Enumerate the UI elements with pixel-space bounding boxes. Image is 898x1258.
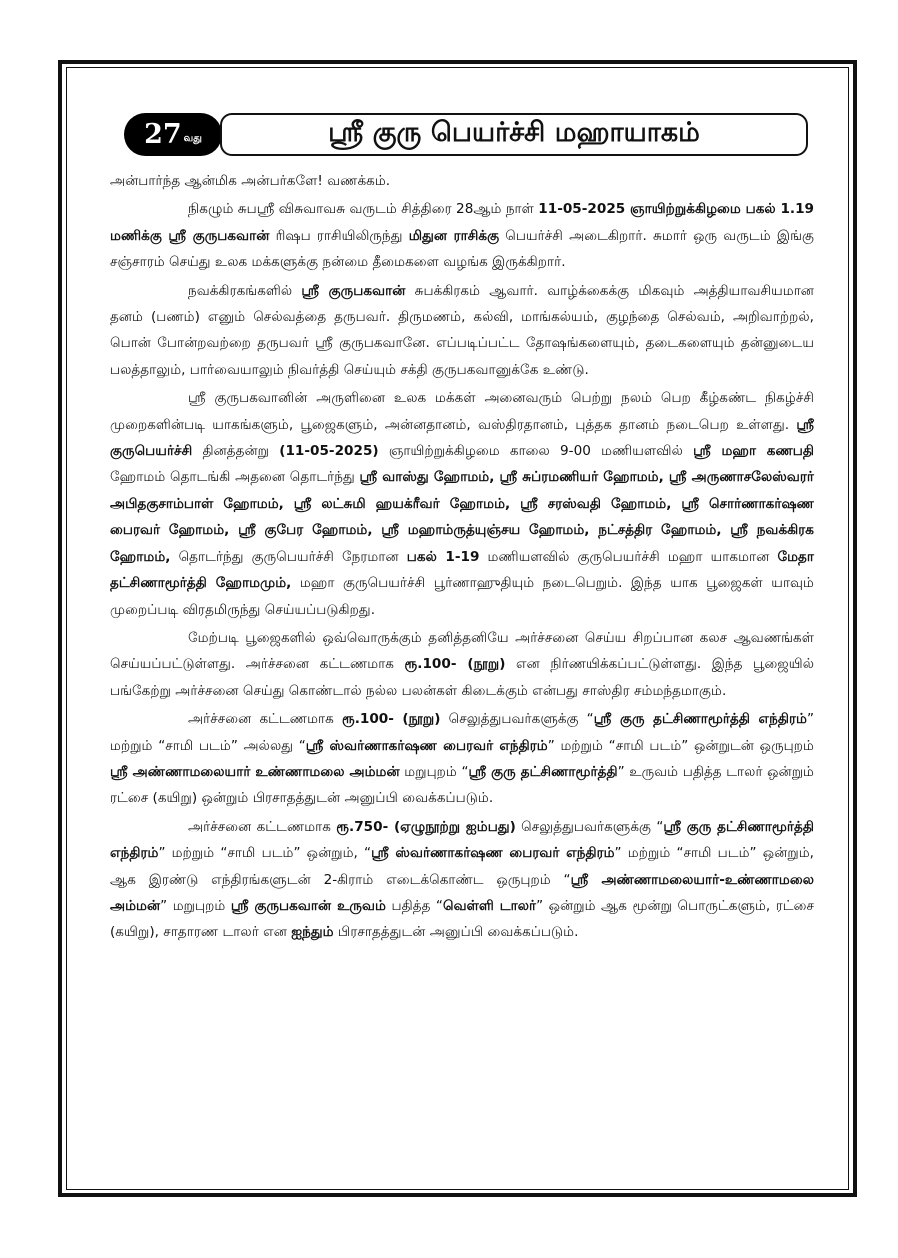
bold-text-segment: 11-05-2025 ஞாயிற்றுக்கிழமை பகல் 1.19 மணிக்கு ஸ்ரீ குருபகவான்: [110, 201, 815, 244]
bold-text-segment: ஸ்ரீ குருபகவான்: [301, 282, 406, 299]
text-segment: தினத்தன்று: [192, 443, 280, 460]
bold-text-segment: பகல் 1-19: [406, 548, 480, 565]
text-segment: ” மறுபுறம்: [160, 897, 231, 914]
text-segment: ” மற்றும் “சாமி படம்” ஒன்றும், ஆக இரண்டு எந்திரங்களுடன் 2-கிராம் எடைக்கொண்ட ஒருபுறம் “: [110, 845, 814, 888]
text-segment: நவக்கிரகங்களில்: [188, 282, 302, 299]
text-segment: மணியளவில் குருபெயர்ச்சி மஹா யாகமான: [479, 548, 778, 565]
bold-text-segment: ரூ.750- (ஏழுநூற்று ஐம்பது): [336, 818, 516, 835]
issue-number-suffix: வது: [183, 132, 202, 144]
bold-text-segment: ஸ்ரீ ஸ்வர்ணாகர்ஷண பைரவர் எந்திரம்: [305, 737, 548, 754]
text-segment: தொடர்ந்து குருபெயர்ச்சி நேரமான: [170, 548, 407, 565]
bold-text-segment: ஸ்ரீ குருபகவான் உருவம்: [230, 897, 386, 914]
paragraph-yaga-schedule: [110, 385, 814, 623]
text-segment: ஹோமம் தொடங்கி அதனை தொடர்ந்து: [110, 469, 360, 486]
text-segment: நிகழும் சுபஸ்ரீ விசுவாவசு வருடம் சித்திரை 28ஆம் நாள்: [188, 201, 539, 218]
text-segment: ஸ்ரீ குருபகவானின் அருளினை உலக மக்கள் அனைவரும் பெற்று நலம் பெற கீழ்கண்ட நிகழ்ச்சி முறைகளின்படி யாகங்களும், பூஜைகளும், அன்னதானம், வஸ்திரதானம், புத்தக தானம் நடைபெற உள்ளது.: [110, 390, 814, 433]
bold-text-segment: (11-05-2025): [279, 443, 379, 460]
text-segment: சுபக்கிரகம் ஆவார். வாழ்க்கைக்கு மிகவும் அத்தியாவசியமான தனம் (பணம்) எனும் செல்வத்தை தருபவர். திருமணம், கல்வி, மாங்கல்யம், குழந்தை செல்வம், அறிவாற்றல், பொன் போன்றவற்றை தருபவர் ஸ்ரீ குருபகவானே. எப்படிப்பட்ட தோஷங்களையும், தடைகளையும் தன்னுடைய பலத்தாலும், பார்வையாலும் நிவர்த்தி செய்யும் சக்தி குருபகவானுக்கே உண்டு.: [110, 282, 814, 378]
paragraph-offer-100: [110, 706, 814, 812]
page-title: ஸ்ரீ குரு பெயர்ச்சி மஹாயாகம்: [220, 113, 808, 156]
text-segment: பெயர்ச்சி அடைகிறார். சுமார் ஒரு வருடம் இங்கு சஞ்சாரம் செய்து உலக மக்களுக்கு நன்மை தீமைகளை வழங்க இருக்கிறார்.: [110, 227, 814, 271]
bold-text-segment: ஸ்ரீ குரு தட்சிணாமூர்த்தி எந்திரம்: [110, 818, 814, 862]
bold-text-segment: ஐந்தும்: [291, 924, 334, 941]
bold-text-segment: ரூ.100- (நூறு): [404, 656, 506, 673]
paragraph-greeting: [110, 168, 814, 194]
text-segment: பதித்த “: [385, 897, 443, 914]
text-segment: ” ஒன்றும் ஆக மூன்று பொருட்களும், ரட்சை (கயிறு), சாதாரண டாலர் என: [110, 897, 814, 941]
bold-text-segment: ஸ்ரீ ஸ்வர்ணாகர்ஷண பைரவர் எந்திரம்: [371, 845, 615, 862]
issue-number: 27: [144, 119, 182, 150]
bold-text-segment: ஸ்ரீ அண்ணாமலையார்-உண்ணாமலை அம்மன்: [110, 871, 814, 914]
bold-text-segment: ஸ்ரீ வாஸ்து ஹோமம், ஸ்ரீ சுப்ரமணியர் ஹோமம், ஸ்ரீ அருணாசலேஸ்வரர் அபிதகுசாம்பாள் ஹோமம், ஸ்ரீ லட்சுமி ஹயக்ரீவர் ஹோமம், ஸ்ரீ சரஸ்வதி ஹோமம், ஸ்ரீ சொர்ணாகர்ஷண பைரவர் ஹோமம், ஸ்ரீ குபேர ஹோமம், ஸ்ரீ மஹாம்ருத்யுஞ்சய ஹோமம், நட்சத்திர ஹோமம், ஸ்ரீ நவக்கிரக ஹோமம்,: [110, 469, 814, 565]
bold-text-segment: மேதா தட்சிணாமூர்த்தி ஹோமமும்,: [110, 548, 814, 592]
text-segment: ஞாயிற்றுக்கிழமை காலை 9-00 மணியளவில்: [378, 443, 694, 460]
paragraph-guru-benefits: [110, 278, 814, 384]
bold-text-segment: ஸ்ரீ மஹா கணபதி: [693, 443, 815, 460]
bold-text-segment: ஸ்ரீ குரு தட்சிணாமூர்த்தி: [468, 763, 618, 780]
text-segment: என நிர்ணயிக்கப்பட்டுள்ளது. இந்த பூஜையில் பங்கேற்று அர்ச்சனை செய்து கொண்டால் நல்ல பலன்கள் கிடைக்கும் என்பது சாஸ்திர சம்மந்தமாகும்.: [110, 656, 814, 699]
text-segment: செலுத்துபவர்களுக்கு “: [515, 818, 664, 835]
bold-text-segment: வெள்ளி டாலர்: [442, 897, 537, 914]
text-segment: ” மற்றும் “சாமி படம்” ஒன்றும், “: [158, 845, 372, 862]
document-body: [110, 168, 814, 946]
text-segment: அர்ச்சனை கட்டணமாக: [188, 711, 342, 728]
text-segment: மஹா குருபெயர்ச்சி பூர்ணாஹுதியும் நடைபெறும். இந்த யாக பூஜைகள் யாவும் முறைப்படி விரதமிருந்து செய்யப்படுகிறது.: [110, 575, 814, 618]
bold-text-segment: ஸ்ரீ குரு தட்சிணாமூர்த்தி எந்திரம்: [593, 711, 807, 728]
paragraph-offer-750: [110, 814, 814, 946]
text-segment: மறுபுறம் “: [399, 763, 469, 780]
text-segment: அன்பார்ந்த ஆன்மிக அன்பர்களே! வணக்கம்.: [110, 173, 391, 189]
paragraph-archana-fee: [110, 625, 814, 704]
text-segment: பிரசாதத்துடன் அனுப்பி வைக்கப்படும்.: [333, 924, 579, 941]
bold-text-segment: ஸ்ரீ அண்ணாமலையார் உண்ணாமலை அம்மன்: [110, 763, 400, 780]
text-segment: ” மற்றும் “சாமி படம்” ஒன்றுடன் ஒருபுறம்: [547, 737, 814, 754]
bold-text-segment: ரூ.100- (நூறு): [341, 711, 441, 728]
text-segment: ” உருவம் பதித்த டாலர் ஒன்றும் ரட்சை (கயிறு) ஒன்றும் பிரசாதத்துடன் அனுப்பி வைக்கப்படும்.: [110, 763, 814, 807]
bold-text-segment: மிதுன ராசிக்கு: [408, 227, 500, 244]
issue-number-badge: [124, 113, 222, 156]
text-segment: ” மற்றும் “சாமி படம்” அல்லது “: [110, 711, 815, 754]
text-segment: ரிஷப ராசியிலிருந்து: [269, 227, 409, 244]
text-segment: அர்ச்சனை கட்டணமாக: [188, 818, 337, 835]
text-segment: செலுத்துபவர்களுக்கு “: [440, 711, 594, 728]
bold-text-segment: ஸ்ரீ குருபெயர்ச்சி: [110, 416, 814, 460]
text-segment: மேற்படி பூஜைகளில் ஒவ்வொருக்கும் தனித்தனியே அர்ச்சனை செய்ய சிறப்பான கலச ஆவணங்கள் செய்யப்பட்டுள்ளது. அர்ச்சனை கட்டணமாக: [110, 629, 814, 673]
paragraph-transit: [110, 196, 814, 275]
